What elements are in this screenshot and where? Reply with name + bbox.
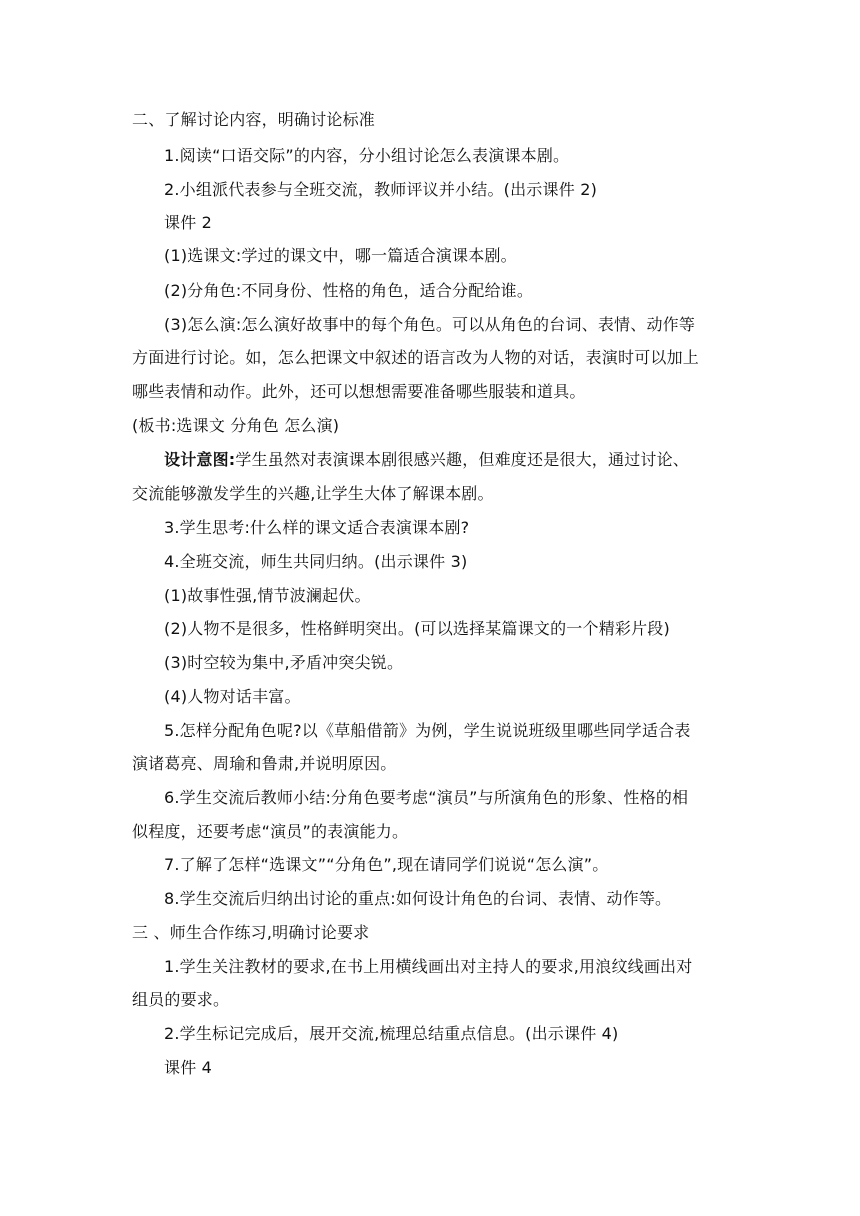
paragraph-line: 1.阅读“口语交际”的内容，分小组讨论怎么表演课本剧。 bbox=[164, 146, 570, 165]
paragraph-line: 哪些表情和动作。此外，还可以想想需要准备哪些服装和道具。 bbox=[132, 382, 586, 401]
design-intent-paragraph bbox=[164, 450, 689, 470]
design-intent-label: 设计意图: bbox=[164, 450, 236, 469]
paragraph-line: 6.学生交流后教师小结:分角色要考虑“演员”与所演角色的形象、性格的相 bbox=[164, 788, 689, 807]
paragraph-line: (1)选课文:学过的课文中，哪一篇适合演课本剧。 bbox=[164, 246, 517, 265]
blackboard-note: (板书:选课文 分角色 怎么演) bbox=[132, 416, 340, 435]
paragraph-line: (2)人物不是很多，性格鲜明突出。(可以选择某篇课文的一个精彩片段) bbox=[164, 619, 670, 638]
paragraph-line: 演诸葛亮、周瑜和鲁肃,并说明原因。 bbox=[132, 754, 397, 773]
paragraph-line: 2.学生标记完成后，展开交流,梳理总结重点信息。(出示课件 4) bbox=[164, 1024, 619, 1043]
paragraph-line: 4.全班交流，师生共同归纳。(出示课件 3) bbox=[164, 552, 468, 571]
paragraph-line: 7.了解了怎样“选课文”“分角色”,现在请同学们说说“怎么演”。 bbox=[164, 855, 609, 874]
design-intent-text: 学生虽然对表演课本剧很感兴趣，但难度还是很大，通过讨论、 bbox=[235, 450, 690, 469]
paragraph-line: (1)故事性强,情节波澜起伏。 bbox=[164, 586, 371, 605]
section-heading-3: 三 、师生合作练习,明确讨论要求 bbox=[132, 923, 370, 942]
section-heading-2: 二、了解讨论内容，明确讨论标准 bbox=[132, 110, 376, 129]
paragraph-line: 组员的要求。 bbox=[132, 990, 230, 1009]
paragraph-line: (3)怎么演:怎么演好故事中的每个角色。可以从角色的台词、表情、动作等 bbox=[164, 315, 696, 334]
courseware-label: 课件 2 bbox=[164, 213, 213, 232]
paragraph-line: (4)人物对话丰富。 bbox=[164, 687, 301, 706]
paragraph-line: (3)时空较为集中,矛盾冲突尖锐。 bbox=[164, 653, 404, 672]
paragraph-line: (2)分角色:不同身份、性格的角色，适合分配给谁。 bbox=[164, 281, 534, 300]
paragraph-line: 8.学生交流后归纳出讨论的重点:如何设计角色的台词、表情、动作等。 bbox=[164, 889, 672, 908]
paragraph-line: 交流能够激发学生的兴趣,让学生大体了解课本剧。 bbox=[132, 484, 494, 503]
paragraph-line: 方面进行讨论。如，怎么把课文中叙述的语言改为人物的对话，表演时可以加上 bbox=[132, 348, 700, 367]
paragraph-line: 3.学生思考:什么样的课文适合表演课本剧? bbox=[164, 518, 470, 537]
paragraph-line: 2.小组派代表参与全班交流，教师评议并小结。(出示课件 2) bbox=[164, 180, 598, 199]
courseware-label: 课件 4 bbox=[164, 1058, 213, 1077]
paragraph-line: 1.学生关注教材的要求,在书上用横线画出对主持人的要求,用浪纹线画出对 bbox=[164, 957, 693, 976]
paragraph-line: 似程度，还要考虑“演员”的表演能力。 bbox=[132, 822, 409, 841]
paragraph-line: 5.怎样分配角色呢?以《草船借箭》为例，学生说说班级里哪些同学适合表 bbox=[164, 721, 691, 740]
